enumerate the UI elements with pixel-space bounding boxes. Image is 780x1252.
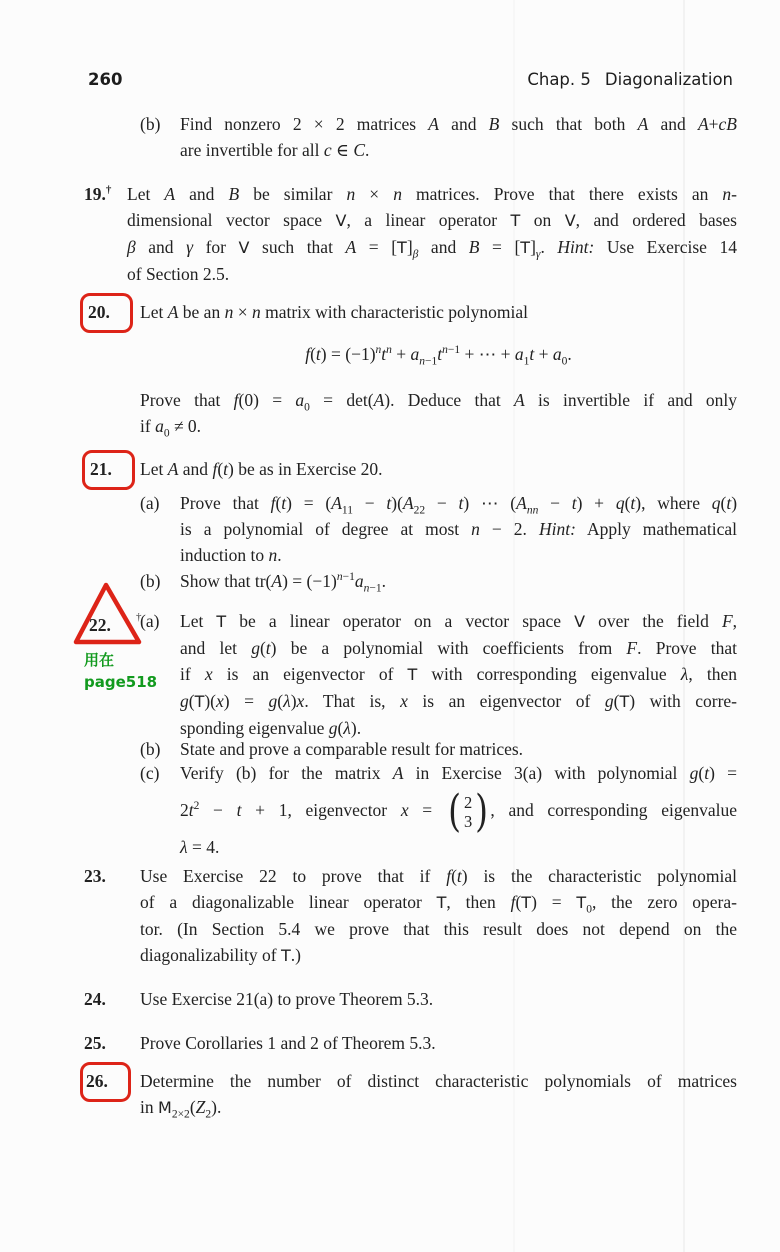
exercise-19-number: 19.† xyxy=(84,184,112,204)
margin-note-line1: 用在 xyxy=(84,651,115,669)
exercise-20-text xyxy=(140,387,737,439)
item-b-text xyxy=(180,111,737,163)
text-line: Let T be a linear operator on a vector space V over the field F, xyxy=(180,611,738,631)
text-line: Let A and B be similar n × n matrices. Prove that there exists an n- xyxy=(127,184,737,204)
exercise-22b-label: (b) xyxy=(140,739,161,759)
exercise-22a-text xyxy=(180,608,737,741)
exercise-21-number: 21. xyxy=(90,459,112,479)
text-line: diagonalizability of T.) xyxy=(140,945,301,965)
text-line: dimensional vector space V, a linear operator T on V, and ordered bases xyxy=(127,210,737,230)
text-line-with-column-vector: $2t^2 - t + 1$, eigenvector x = ( 2 3 ) , and corresponding eigenvalue xyxy=(180,785,737,837)
chapter-title: Diagonalization xyxy=(604,70,733,89)
text-line: sponding eigenvalue g(λ). xyxy=(180,718,362,738)
exercise-22c-text xyxy=(180,760,737,860)
exercise-25-number: 25. xyxy=(84,1033,106,1053)
text-line: Verify (b) for the matrix A in Exercise 3(a) with polynomial g(t) = xyxy=(180,763,737,783)
exercise-21a-text xyxy=(180,490,737,568)
text-line: Prove that $f(t) = (A_{11} - t)(A_{22} - t)$ ⋯ $(A_{nn} - t) + q(t)$, where q(t) xyxy=(180,493,738,517)
exercise-26-number: 26. xyxy=(86,1071,108,1091)
exercise-22a-label: (a) xyxy=(140,611,160,631)
margin-note-line2: page518 xyxy=(84,673,158,691)
text-line: Determine the number of distinct characteristic polynomials of matrices xyxy=(140,1071,737,1091)
text-line: in $M_{2\times 2}(Z_2)$. xyxy=(140,1097,222,1121)
exercise-26-text xyxy=(140,1068,737,1121)
page-number: 260 xyxy=(88,70,123,89)
exercise-21b-text: Show that $tr(A) = (-1)^{n-1}a_{n-1}$. xyxy=(180,571,386,595)
exercise-20-formula: $f(t) = (-1)^nt^n + a_{n-1}t^{n-1}$ + ⋯ + $a_1t + a_0$. xyxy=(305,344,572,368)
text-line: and let g(t) be a polynomial with coefficients from F. Prove that xyxy=(180,638,737,658)
text-line: λ = 4. xyxy=(180,837,220,857)
exercise-24-text: Use Exercise 21(a) to prove Theorem 5.3. xyxy=(140,989,434,1009)
exercise-22c-label: (c) xyxy=(140,763,160,783)
page-header xyxy=(88,70,733,90)
exercise-22-number: 22. xyxy=(89,615,111,635)
exercise-21-intro: Let A and f(t) be as in Exercise 20. xyxy=(140,459,383,479)
exercise-22-dagger: † xyxy=(136,611,142,623)
exercise-21a-label: (a) xyxy=(140,493,160,513)
text-line: of Section 2.5. xyxy=(127,264,230,284)
item-b-label: (b) xyxy=(140,114,161,134)
chapter-header xyxy=(527,70,733,90)
text-line: Use Exercise 22 to prove that if f(t) is the characteristic polynomial xyxy=(140,866,737,886)
text-line: tor. (In Section 5.4 we prove that this result does not depend on the xyxy=(140,919,737,939)
text-line: induction to n. xyxy=(180,545,282,565)
exercise-20-intro: Let A be an n × n matrix with characteristic polynomial xyxy=(140,302,528,322)
text-line: if $a_0 \ne 0$. xyxy=(140,416,202,440)
exercise-23-text xyxy=(140,863,737,969)
chapter-label: Chap. 5 xyxy=(527,70,591,89)
text-line: g(T)(x) = g(λ)x. That is, x is an eigenvector of g(T) with corre- xyxy=(180,691,737,711)
exercise-21b-label: (b) xyxy=(140,571,161,591)
text-line: β and γ for V such that $A = [T]_\beta$ and $B = [T]_\gamma$. Hint: Use Exercise 14 xyxy=(127,237,737,261)
text-line: of a diagonalizable linear operator T, then $f(T) = T_0$, the zero opera- xyxy=(140,892,737,916)
exercise-23-number: 23. xyxy=(84,866,106,886)
exercise-20-number: 20. xyxy=(88,302,110,322)
exercise-25-text: Prove Corollaries 1 and 2 of Theorem 5.3. xyxy=(140,1033,436,1053)
text-line: Prove that $f(0) = a_0 = \det(A)$. Deduce that A is invertible if and only xyxy=(140,390,737,414)
exercise-22b-text: State and prove a comparable result for matrices. xyxy=(180,739,524,759)
text-line: if x is an eigenvector of T with corresponding eigenvalue λ, then xyxy=(180,664,737,684)
text-line: Find nonzero 2 × 2 matrices A and B such that both A and A+cB xyxy=(180,114,737,134)
exercise-24-number: 24. xyxy=(84,989,106,1009)
exercise-19-text xyxy=(127,181,737,287)
text-line: is a polynomial of degree at most n − 2. Hint: Apply mathematical xyxy=(180,519,738,539)
text-line: are invertible for all c ∈ C. xyxy=(180,140,370,160)
